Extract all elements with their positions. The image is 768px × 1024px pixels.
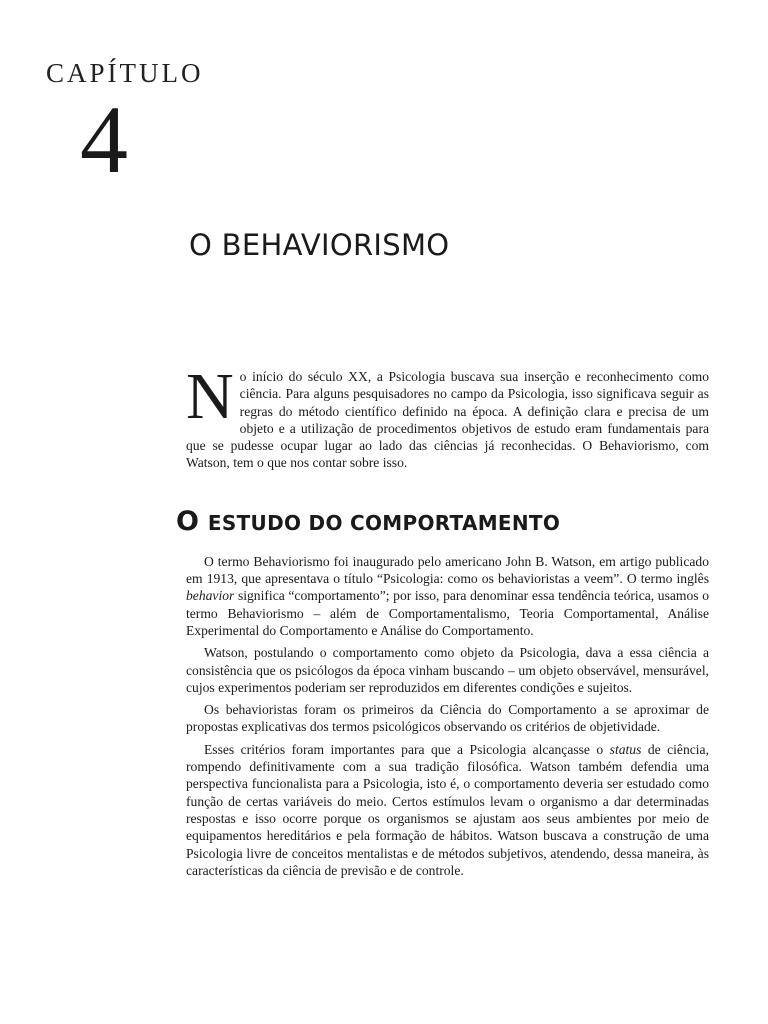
paragraph-3: Os behavioristas foram os primeiros da Ciência do Comportamento a se aproximar de propostas explicativas dos termos psicológicos observando os critérios de objetividade. [186,702,709,735]
intro-text: o início do século XX, a Psicologia buscava sua inserção e reconhecimento como ciência. Para alguns pesquisadores no campo da Psicologia, isso significava seguir as regras do método científico definido na época. A definição clara e precisa de um objeto e a utilização de procedimentos objetivos de estudo eram fundamentais para que se pudesse ocupar lugar ao lado das ciências já reconhecidas. O Behaviorismo, com Watson, tem o que nos contar sobre isso. [186,369,709,471]
paragraph-4 [186,741,709,879]
paragraph-4-text-b: de ciência, rompendo definitivamente com a sua tradição filosófica. Watson também defendia uma perspectiva funcionalista para a Psicologia, isto é, o comportamento deveria ser estudado como função de certas variáveis do meio. Certos estímulos levam o organismo a dar determinadas respostas e isso ocorre porque os organismos se ajustam aos seus ambientes por meio de equipamentos hereditários e pela formação de hábitos. Watson buscava a construção de uma Psicologia livre de conceitos mentalistas e de métodos subjetivos, atendendo, dessa maneira, às características da ciência de previsão e de controle. [186,741,709,878]
paragraph-1-italic: behavior [186,588,235,604]
chapter-body [176,360,709,884]
paragraph-2: Watson, postulando o comportamento como objeto da Psicologia, dava a essa ciência a consistência que os psicólogos da época vinham buscando – um objeto observável, mensurável, cujos experimentos poderiam ser reproduzidos em diferentes condições e sujeitos. [186,645,709,695]
section-heading [176,506,709,537]
paragraph-1-text-a: O termo Behaviorismo foi inaugurado pelo americano John B. Watson, em artigo publicado em 1913, que apresentava o título “Psicologia: como os behavioristas a veem”. O termo inglês [186,553,709,587]
chapter-title: O BEHAVIORISMO [189,228,450,262]
intro-paragraph [186,360,709,472]
chapter-label: CAPÍTULO [46,58,204,88]
chapter-number: 4 [80,86,128,193]
paragraph-4-text-a: Esses critérios foram importantes para que a Psicologia alcançasse o [204,741,610,757]
drop-cap: N [186,360,234,433]
section-heading-rest: ESTUDO DO COMPORTAMENTO [207,510,561,535]
paragraph-1 [186,553,709,639]
section-heading-initial: O [176,505,200,537]
paragraph-4-italic: status [609,741,642,757]
paragraph-1-text-b: significa “comportamento”; por isso, para denominar essa tendência teórica, usamos o termo Behaviorismo – além de Comportamentalismo, Teoria Comportamental, Análise Experimental do Comportamento e Análise do Comportamento. [186,588,709,638]
